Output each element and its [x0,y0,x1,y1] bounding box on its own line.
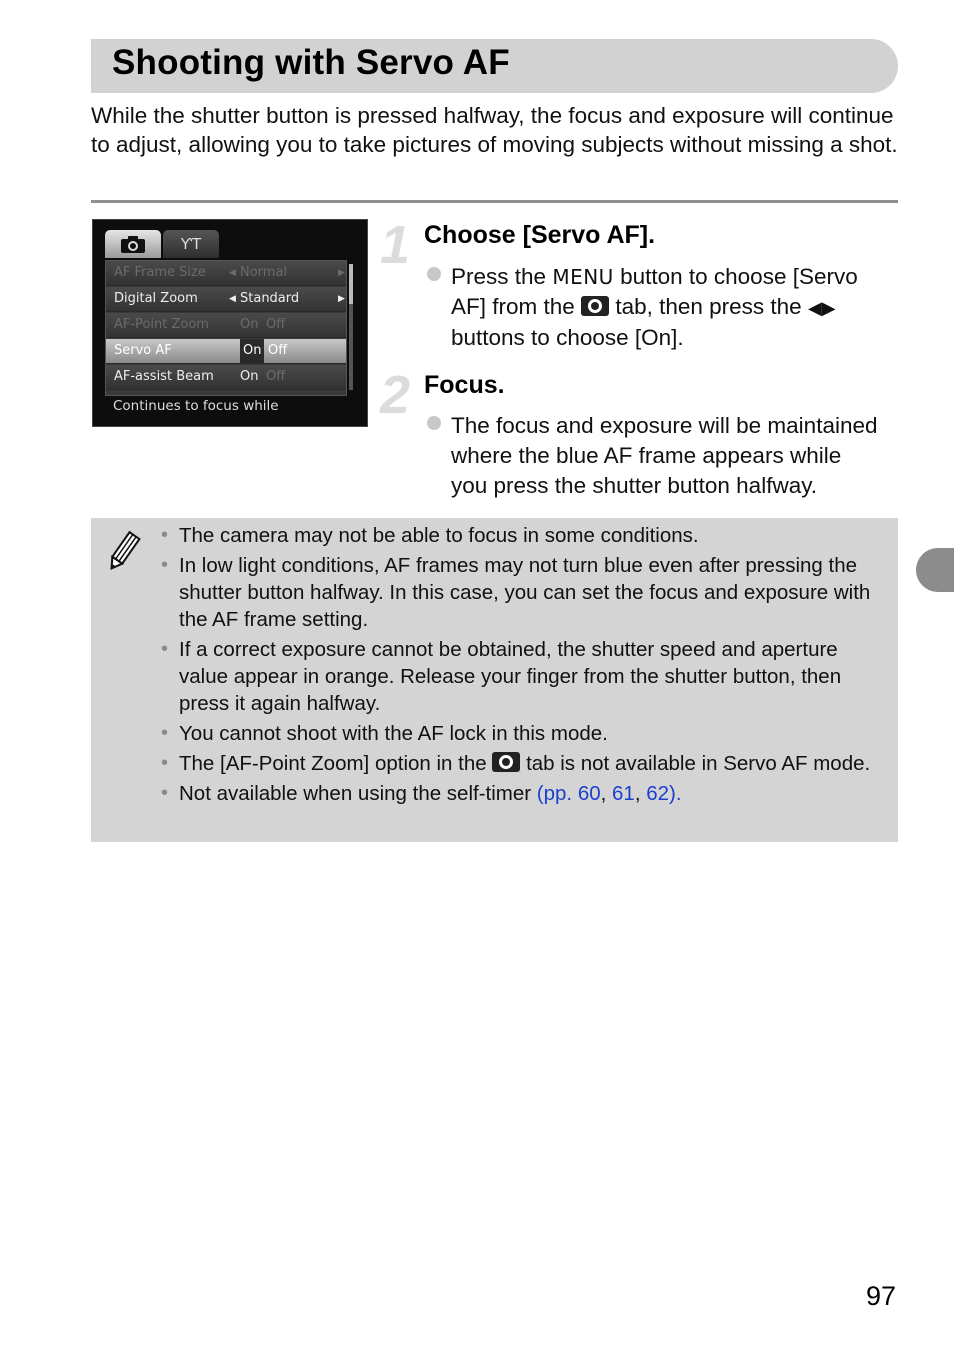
left-right-arrows-icon: ◀▶ [807,298,836,318]
step-1-text [451,262,901,353]
title-bar [91,39,898,93]
camera-menu-list [105,260,347,396]
step-title-2: Focus. [424,371,505,399]
menu-row-label: AF-assist Beam [114,369,214,384]
page-link-61[interactable]: 61 [612,782,635,805]
menu-button-icon: MENU [552,265,614,289]
camera-menu-screen [92,219,368,427]
note-item: • You cannot shoot with the AF lock in this mode. [179,720,891,747]
page-link-62[interactable]: 62) [646,782,676,805]
step-2-line: The focus and exposure will be maintained [451,413,878,438]
step-2-line: you press the shutter button halfway. [451,473,818,498]
page-link-60[interactable]: (pp. 60 [536,782,601,805]
step-1-line-2 [451,292,901,323]
step-1-line-1 [451,262,901,292]
text-fragment: tab is not available in Servo AF mode. [526,752,871,775]
note-list [179,522,891,810]
camera-menu-tabs [105,230,315,258]
menu-row-af-frame-size [106,261,346,286]
menu-row-servo-af [106,339,346,364]
text-fragment: The [AF-Point Zoom] option in the [179,752,487,775]
note-item [179,750,891,777]
settings-tab [163,230,219,258]
text-fragment: , [634,782,647,805]
menu-row-af-assist-beam [106,365,346,390]
note-item: • The camera may not be able to focus in some conditions. [179,522,891,549]
left-arrow-icon: ◀ [229,294,236,304]
chapter-side-tab [916,548,954,592]
text-fragment: . [675,782,682,805]
menu-scrollbar [349,264,353,390]
menu-row-value-off: Off [266,369,286,384]
menu-row-label: Digital Zoom [114,291,198,306]
right-arrow-icon: ▶ [338,294,345,304]
menu-row-value-on: On [240,339,264,363]
text-fragment: AF] from the [451,294,575,319]
menu-row-digital-zoom [106,287,346,312]
right-arrow-icon: ▶ [338,268,345,278]
note-item [179,780,891,807]
step-number-1: 1 [380,215,411,275]
menu-row-label: AF Frame Size [114,265,206,280]
camera-tab [105,230,161,258]
text-fragment: Press the [451,264,547,289]
camera-tab-icon [581,296,609,316]
step-number-2: 2 [380,365,411,425]
step-bullet [427,267,441,281]
text-fragment: Not available when using the self-timer [179,782,532,805]
camera-tab-icon [492,752,520,772]
pencil-icon [105,530,141,574]
menu-row-label: Servo AF [114,343,172,358]
page-number: 97 [866,1281,897,1311]
menu-row-value: Standard [240,291,300,306]
text-fragment: , [600,782,613,805]
page-title: Shooting with Servo AF [112,43,510,82]
menu-row-value-on: On [240,317,259,332]
text-fragment: button to choose [Servo [620,264,858,289]
left-arrow-icon: ◀ [229,268,236,278]
camera-icon [120,234,146,254]
menu-row-af-point-zoom [106,313,346,338]
menu-row-value: Normal [240,265,288,280]
step-title-1: Choose [Servo AF]. [424,221,656,249]
note-item: • If a correct exposure cannot be obtained, the shutter speed and aperture value appear in orange. Release your finger from the shutter button, then press it again halfway. [179,636,891,717]
menu-row-value-off: Off [266,317,286,332]
menu-row-label: AF-Point Zoom [114,317,209,332]
menu-footer-hint: Continues to focus while [113,398,279,414]
divider [91,200,898,203]
step-2-text [451,411,901,501]
note-box [91,518,898,842]
step-2-line: where the blue AF frame appears while [451,443,842,468]
text-fragment: tab, then press the [615,294,802,319]
step-bullet [427,416,441,430]
menu-row-value-on: On [240,369,259,384]
step-1-line-3: buttons to choose [On]. [451,325,684,350]
menu-row-value-off: Off [268,343,288,358]
settings-tab-label: ƳT [180,235,202,253]
intro-paragraph: While the shutter button is pressed halfway, the focus and exposure will continue to adjust, allowing you to take pictures of moving subjects without missing a shot. [91,103,898,157]
note-item: • In low light conditions, AF frames may not turn blue even after pressing the shutter button halfway. In this case, you can set the focus and exposure with the AF frame setting. [179,552,891,633]
